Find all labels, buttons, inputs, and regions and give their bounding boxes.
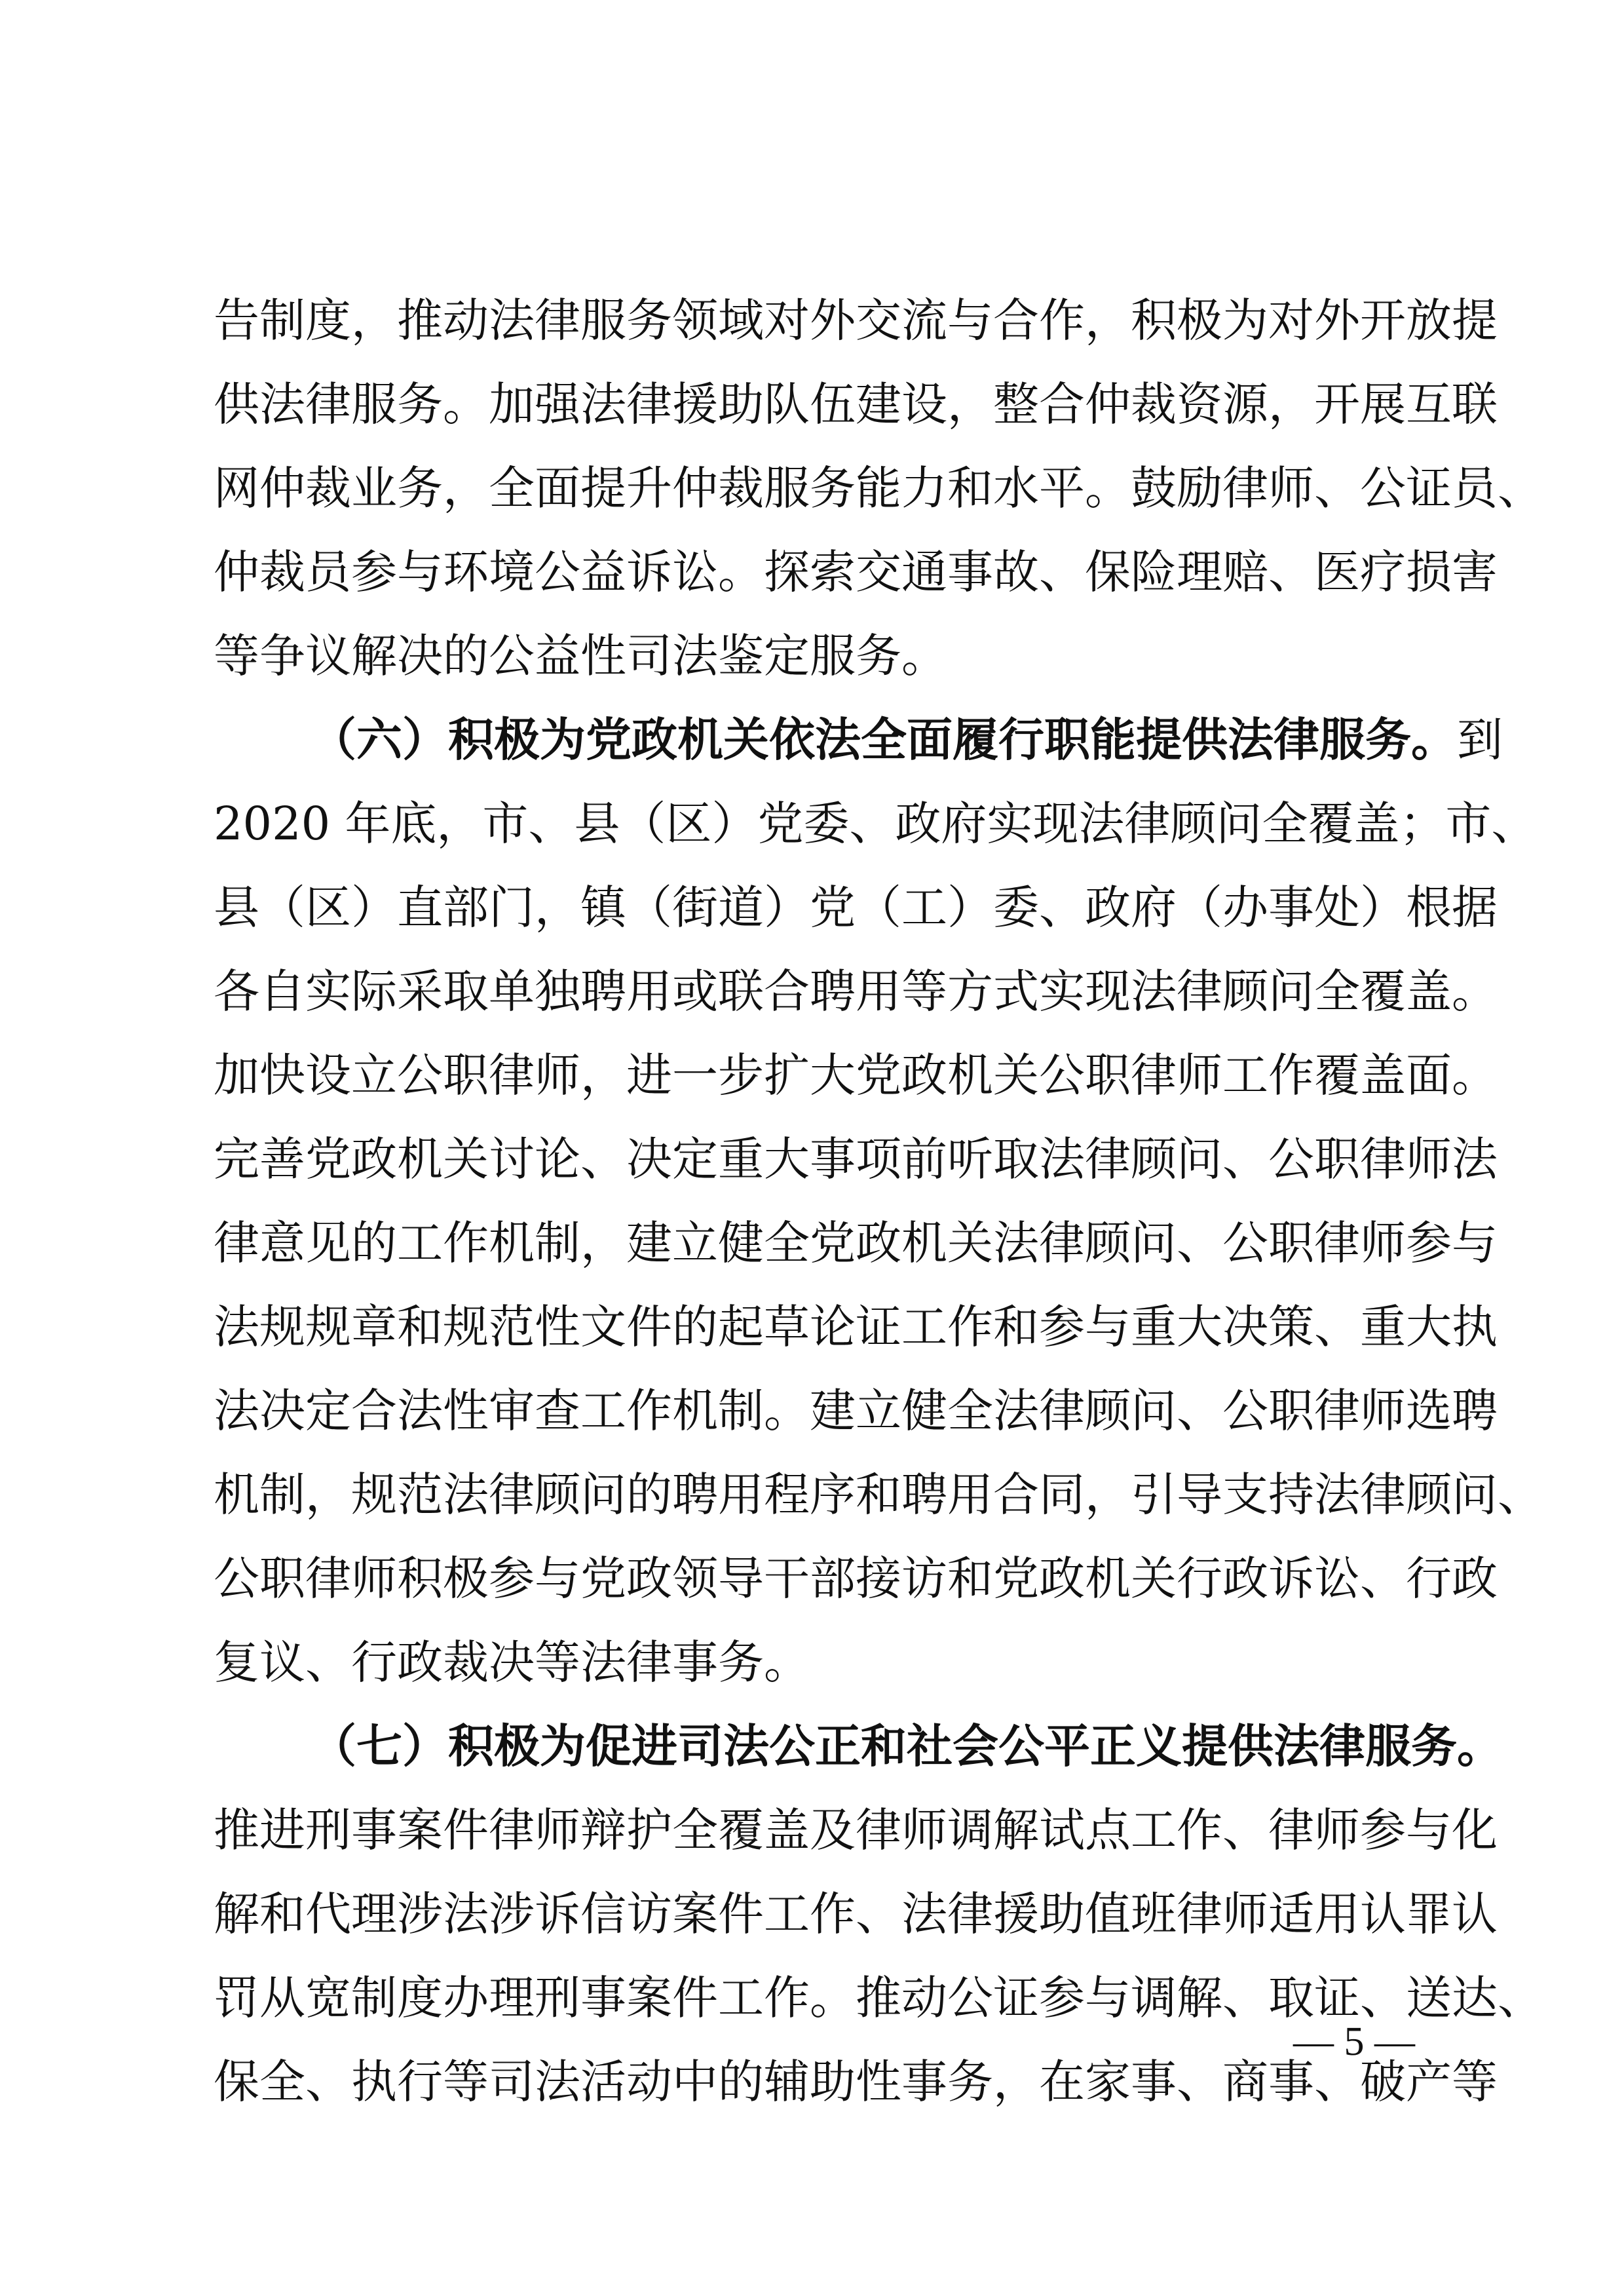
text-line: 各自实际采取单独聘用或联合聘用等方式实现法律顾问全覆盖。 [214, 965, 1498, 1018]
text-line: 加快设立公职律师，进一步扩大党政机关公职律师工作覆盖面。 [214, 1048, 1498, 1102]
text-line: 网仲裁业务，全面提升仲裁服务能力和水平。鼓励律师、公证员、 [214, 461, 1543, 515]
text-line: 复议、行政裁决等法律事务。 [214, 1636, 810, 1689]
page-number: — 5 — [1293, 2019, 1415, 2064]
text-line: 告制度，推动法律服务领域对外交流与合作，积极为对外开放提 [214, 294, 1498, 347]
text-line: 推进刑事案件律师辩护全覆盖及律师调解试点工作、律师参与化 [214, 1803, 1498, 1857]
paragraph-6-first-line [214, 698, 1503, 782]
text-line: 法决定合法性审查工作机制。建立健全法律顾问、公职律师选聘 [214, 1384, 1498, 1438]
text-line: 机制，规范法律顾问的聘用程序和聘用合同，引导支持法律顾问、 [214, 1468, 1543, 1521]
section-heading-7: （七）积极为促进司法公正和社会公平正义提供法律服务。 [311, 1719, 1503, 1773]
document-body [214, 278, 1543, 2124]
text-line: 2020 年底，市、县（区）党委、政府实现法律顾问全覆盖；市、 [214, 797, 1538, 851]
section-heading-6: （六）积极为党政机关依法全面履行职能提供法律服务。 [311, 712, 1457, 767]
text-line: 完善党政机关讨论、决定重大事项前听取法律顾问、公职律师法 [214, 1132, 1498, 1186]
text-line: 罚从宽制度办理刑事案件工作。推动公证参与调解、取证、送达、 [214, 1971, 1543, 2025]
text-line: 律意见的工作机制，建立健全党政机关法律顾问、公职律师参与 [214, 1216, 1498, 1270]
text-line: 县（区）直部门，镇（街道）党（工）委、政府（办事处）根据 [214, 881, 1498, 934]
paragraph-7-first-line [214, 1704, 1503, 1788]
text-line: 解和代理涉法涉诉信访案件工作、法律援助值班律师适用认罪认 [214, 1887, 1498, 1941]
text-line: 供法律服务。加强法律援助队伍建设，整合仲裁资源，开展互联 [214, 377, 1498, 431]
text-line: 等争议解决的公益性司法鉴定服务。 [214, 629, 947, 683]
text-line: 公职律师积极参与党政领导干部接访和党政机关行政诉讼、行政 [214, 1552, 1498, 1605]
text-line: 法规规章和规范性文件的起草论证工作和参与重大决策、重大执 [214, 1300, 1498, 1354]
text-line: 仲裁员参与环境公益诉讼。探索交通事故、保险理赔、医疗损害 [214, 545, 1498, 599]
text-run: 到 [1457, 713, 1503, 767]
text-line: 保全、执行等司法活动中的辅助性事务，在家事、商事、破产等 [214, 2055, 1498, 2109]
